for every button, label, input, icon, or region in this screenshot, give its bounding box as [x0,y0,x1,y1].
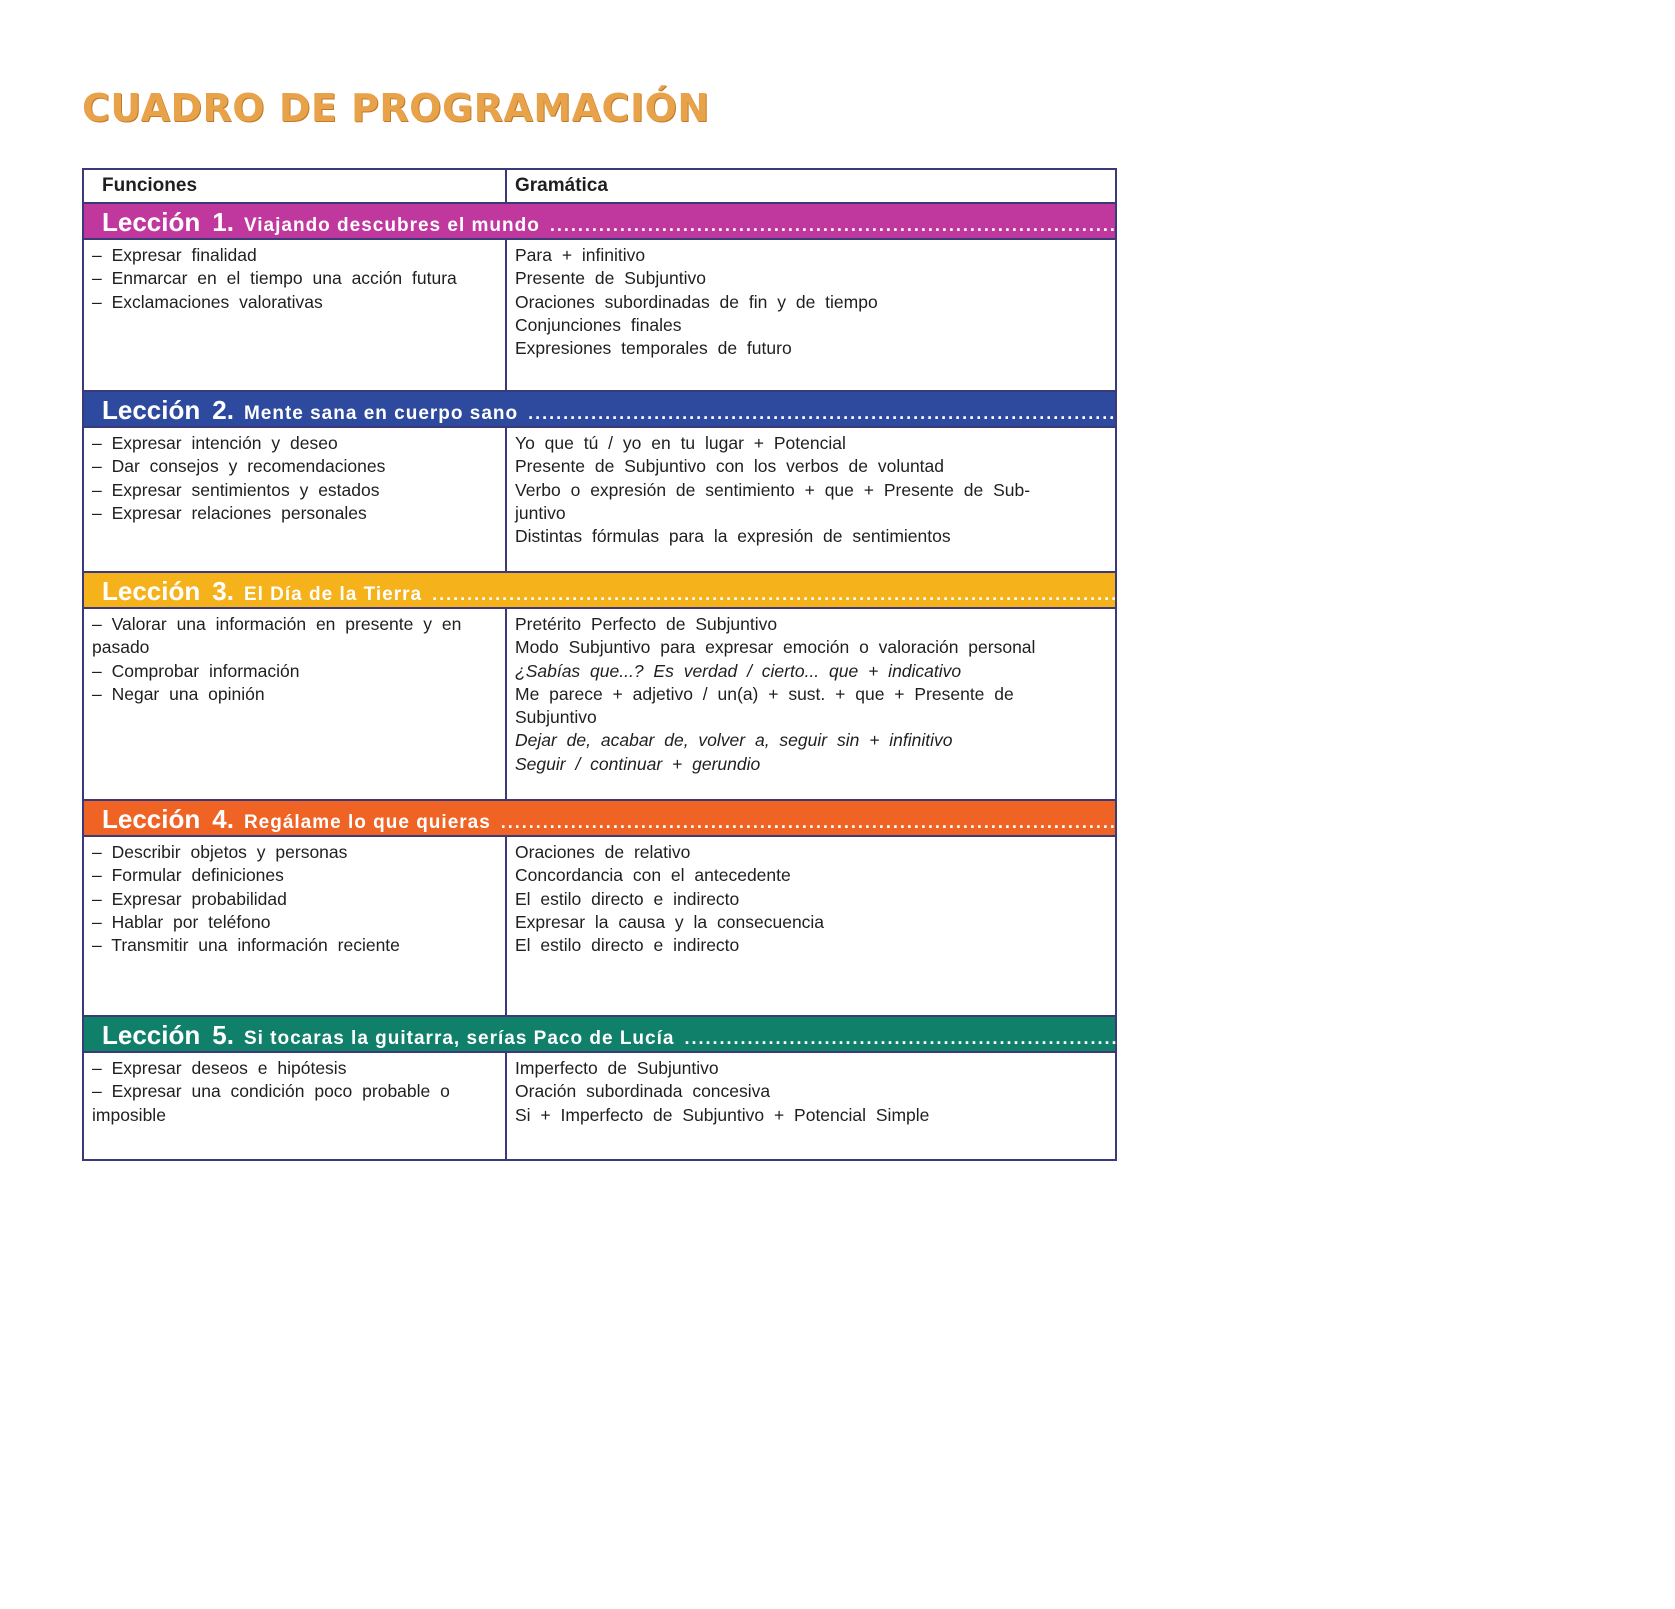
funcion-item: – Expresar sentimientos y estados [92,479,380,500]
lesson-title: Viajando descubres el mundo [243,215,540,236]
funciones-cell [84,428,507,571]
gramatica-item: Oración subordinada concesiva [515,1081,771,1102]
lesson-2-bar[interactable] [84,392,1519,428]
lesson-page: 58 [1469,812,1492,833]
funcion-item: – Expresar una condición poco probable o [92,1081,450,1102]
lesson-3-content [84,609,1115,801]
funcion-item: – Expresar relaciones personales [92,502,367,523]
gramatica-item: Si + Imperfecto de Subjuntivo + Potencial Simple [515,1104,930,1125]
lesson-number: 3. [212,576,234,606]
lesson-5-bar[interactable] [84,1017,1675,1053]
funcion-item: – Formular definiciones [92,865,284,886]
lesson-number: 1. [212,207,234,237]
page-title: CUADRO DE PROGRAMACIÓN [82,86,710,130]
gramatica-item: Imperfecto de Subjuntivo [515,1058,719,1078]
gramatica-cell [507,428,1115,571]
lesson-1-bar[interactable] [84,204,1530,240]
table-header [84,170,1115,204]
gramatica-item: ¿Sabías que...? Es verdad / cierto... que + indicativo [515,660,962,681]
lesson-label: Lección [102,804,201,834]
funcion-item: – Transmitir una información reciente [92,935,400,956]
funcion-item: – Expresar deseos e hipótesis [92,1058,347,1078]
gramatica-item: Distintas fórmulas para la expresión de sentimientos [515,526,951,547]
lesson-number: 5. [212,1020,234,1050]
dot-leader: ......................................................................................................................................... [684,1028,1644,1048]
gramatica-item: Verbo o expresión de sentimiento + que + Presente de Sub- [515,479,1031,500]
funcion-item: – Describir objetos y personas [92,842,348,862]
dot-leader: ......................................................................................................................................... [528,403,1488,423]
gramatica-item: Para + infinitivo [515,245,646,265]
funcion-item: – Exclamaciones valorativas [92,291,323,312]
gramatica-cell [507,609,1115,799]
gramatica-item: Dejar de, acabar de, volver a, seguir sin + infinitivo [515,730,953,751]
funcion-item: pasado [92,637,150,658]
funciones-cell [84,609,507,799]
program-table [82,168,1675,1161]
lesson-label: Lección [102,1020,201,1050]
dot-leader: ......................................................................................................................................... [549,215,1509,235]
dot-leader: ......................................................................................................................................... [500,812,1460,832]
gramatica-item: Expresar la causa y la consecuencia [515,911,825,932]
lesson-title: Mente sana en cuerpo sano [243,403,519,424]
funcion-item: – Hablar por teléfono [92,911,271,932]
header-gramatica: Gramática [515,175,608,196]
gramatica-item: Pretérito Perfecto de Subjuntivo [515,614,778,634]
gramatica-item: Seguir / continuar + gerundio [515,753,761,774]
lesson-1-content [84,240,1115,392]
gramatica-item: Me parece + adjetivo / un(a) + sust. + que + Presente de [515,683,1014,704]
lesson-2-content [84,428,1115,573]
lesson-title: Si tocaras la guitarra, serías Paco de Lucía [243,1028,675,1049]
funcion-item: – Expresar intención y deseo [92,433,338,453]
lesson-label: Lección [102,207,201,237]
funcion-item: – Comprobar información [92,660,300,681]
gramatica-item: Oraciones subordinadas de fin y de tiempo [515,291,878,312]
lesson-label: Lección [102,395,201,425]
lesson-3-bar[interactable] [84,573,1423,609]
gramatica-item: juntivo [515,502,566,523]
gramatica-item: El estilo directo e indirecto [515,935,740,956]
gramatica-item: Concordancia con el antecedente [515,865,791,886]
lesson-number: 4. [212,804,234,834]
lesson-title: Regálame lo que quieras [243,812,491,833]
header-funciones: Funciones [84,170,507,202]
lesson-page: 76 [1653,1028,1675,1049]
lesson-label: Lección [102,576,201,606]
gramatica-item: Presente de Subjuntivo [515,268,706,289]
funcion-item: – Negar una opinión [92,683,265,704]
gramatica-item: Yo que tú / yo en tu lugar + Potencial [515,433,846,453]
gramatica-cell [507,240,1115,390]
funcion-item: – Dar consejos y recomendaciones [92,456,386,477]
lesson-title: El Día de la Tierra [243,584,423,605]
gramatica-cell [507,837,1115,1015]
funciones-cell [84,240,507,390]
gramatica-cell [507,1053,1115,1159]
funcion-item: – Valorar una información en presente y en [92,614,462,634]
gramatica-item: El estilo directo e indirecto [515,888,740,909]
lesson-page: 26 [1497,403,1519,424]
lesson-4-bar[interactable] [84,801,1492,837]
funcion-item: – Expresar finalidad [92,245,257,265]
lesson-5-content [84,1053,1115,1159]
funcion-item: – Enmarcar en el tiempo una acción futura [92,268,457,289]
gramatica-item: Oraciones de relativo [515,842,691,862]
funciones-cell [84,837,507,1015]
gramatica-item: Expresiones temporales de futuro [515,338,792,359]
gramatica-item: Modo Subjuntivo para expresar emoción o valoración personal [515,637,1036,658]
funcion-item: – Expresar probabilidad [92,888,287,909]
funcion-item: imposible [92,1104,166,1125]
lesson-page: 6 [1518,215,1530,236]
dot-leader: ......................................................................................................................................... [432,584,1392,604]
gramatica-item: Presente de Subjuntivo con los verbos de voluntad [515,456,945,477]
gramatica-item: Conjunciones finales [515,314,682,335]
lesson-page: 46 [1401,584,1423,605]
gramatica-item: Subjuntivo [515,707,597,728]
lesson-number: 2. [212,395,234,425]
funciones-cell [84,1053,507,1159]
lesson-4-content [84,837,1115,1017]
